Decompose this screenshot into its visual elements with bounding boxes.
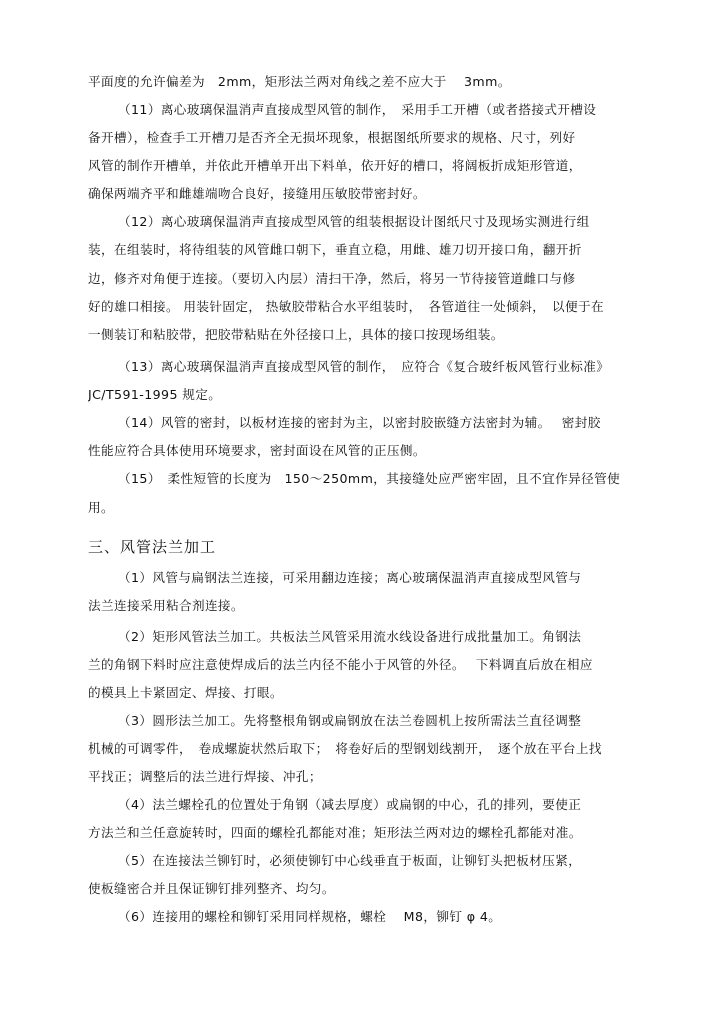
section-heading: 三、风管法兰加工 <box>88 538 217 556</box>
text-line: 备开槽），检查手工开槽刀是否齐全无损坏现象，根据图纸所要求的规格、尺寸，列好 <box>88 130 576 145</box>
text-line: 一侧装订和粘胶带，把胶带粘贴在外径接口上，具体的接口按现场组装。 <box>88 327 504 342</box>
text-line: （13）离心玻璃保温消声直接成型风管的制作， 应符合《复合玻纤板风管行业标准》 <box>118 359 610 374</box>
text-line: 方法兰和兰任意旋转时，四面的螺栓孔都能对准；矩形法兰两对边的螺栓孔都能对准。 <box>88 825 582 840</box>
text-line: （2）矩形风管法兰加工。共板法兰风管采用流水线设备进行成批量加工。角钢法 <box>118 629 582 644</box>
text-line: 性能应符合具体使用环境要求，密封面设在风管的正压侧。 <box>88 443 426 458</box>
text-line: 兰的角钢下料时应注意使焊成后的法兰内径不能小于风管的外径。 下料调直后放在相应 <box>88 657 593 672</box>
text-line: （1）风管与扁钢法兰连接，可采用翻边连接；离心玻璃保温消声直接成型风管与 <box>118 570 582 585</box>
text-line: 风管的制作开槽单，并依此开槽单开出下料单，依开好的槽口，将阔板折成矩形管道， <box>88 158 582 173</box>
text-line: （3）圆形法兰加工。先将整根角钢或扁钢放在法兰卷圆机上按所需法兰直径调整 <box>118 713 582 728</box>
text-line: （6）连接用的螺栓和铆钉采用同样规格，螺栓 M8，铆钉 φ 4。 <box>118 909 502 924</box>
text-line: 法兰连接采用粘合剂连接。 <box>88 598 244 613</box>
text-line: （5）在连接法兰铆钉时，必须使铆钉中心线垂直于板面，让铆钉头把板材压紧， <box>118 853 582 868</box>
text-line: 用。 <box>88 500 114 515</box>
text-line: （14）风管的密封，以板材连接的密封为主，以密封胶嵌缝方法密封为辅。 密封胶 <box>118 415 601 430</box>
text-line: 边，修齐对角便于连接。（要切入内层）清扫干净，然后，将另一节待接管道雌口与修 <box>88 271 576 286</box>
text-line: 装，在组装时，将待组装的风管雌口朝下，垂直立稳，用雌、雄刀切开接口角，翻开折 <box>88 242 582 257</box>
text-line: （4）法兰螺栓孔的位置处于角钢（减去厚度）或扁钢的中心，孔的排列，要使正 <box>118 797 582 812</box>
text-line: 好的雄口相接。 用装针固定， 热敏胶带粘合水平组装时， 各管道往一处倾斜， 以便于在 <box>88 299 604 314</box>
text-line: （12）离心玻璃保温消声直接成型风管的组装根据设计图纸尺寸及现场实测进行组 <box>118 214 590 229</box>
text-line: 平找正；调整后的法兰进行焊接、冲孔； <box>88 769 322 784</box>
text-line: 机械的可调零件， 卷成螺旋状然后取下； 将卷好后的型钢划线割开， 逐个放在平台上找 <box>88 741 602 756</box>
text-line: （11）离心玻璃保温消声直接成型风管的制作， 采用手工开槽（或者搭接式开槽设 <box>118 102 597 117</box>
text-line: 使板缝密合并且保证铆钉排列整齐、均匀。 <box>88 881 335 896</box>
text-line: （15） 柔性短管的长度为 150～250mm，其接缝处应严密牢固，且不宜作异径管使 <box>118 471 621 486</box>
text-line: 平面度的允许偏差为 2mm，矩形法兰两对角线之差不应大于 3mm。 <box>88 74 511 89</box>
text-line: 的模具上卡紧固定、焊接、打眼。 <box>88 685 283 700</box>
text-line: 确保两端齐平和雌雄端吻合良好，接缝用压敏胶带密封好。 <box>88 186 426 201</box>
text-line: JC/T591-1995 规定。 <box>88 387 222 402</box>
